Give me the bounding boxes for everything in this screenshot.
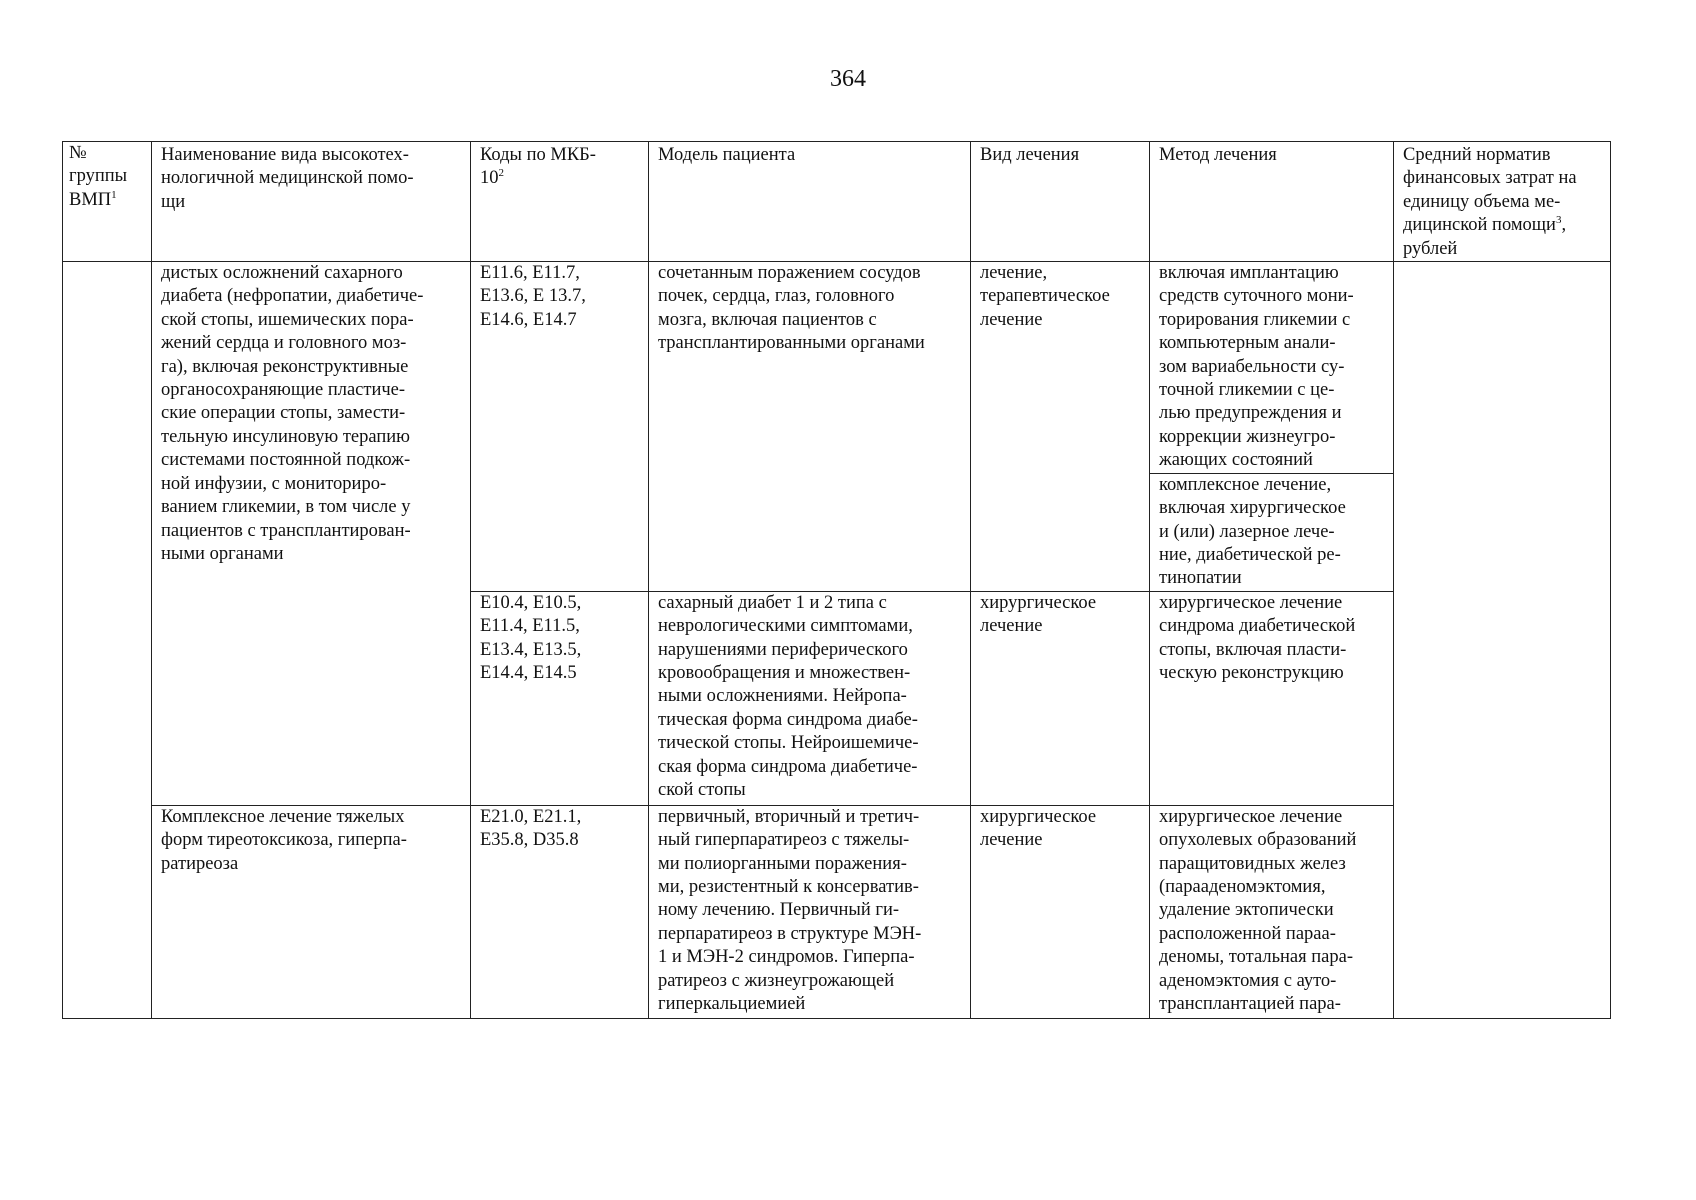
- page-number: 364: [830, 66, 866, 92]
- cost-cell: [1394, 262, 1611, 1019]
- codes-cell: E11.6, E11.7, E13.6, E 13.7, E14.6, E14.7: [471, 262, 649, 592]
- method-cell: хирургическое лечение синдрома диабетической стопы, включая пласти- ческую реконструкцию: [1150, 591, 1394, 805]
- codes-cell: E10.4, E10.5, E11.4, E11.5, E13.4, E13.5, E14.4, E14.5: [471, 591, 649, 805]
- header-codes: Коды по МКБ- $10^2$: [471, 142, 649, 262]
- header-name: Наименование вида высокотех- нологичной медицинской помо- щи: [152, 142, 471, 262]
- group-number-cell: [63, 262, 152, 1019]
- table-header-row: [63, 142, 1611, 262]
- method-cell: хирургическое лечение опухолевых образований паращитовидных желез (парааденомэктомия, удаление эктопически расположенной параа- деномы, тотальная пара- аденомэктомия с ауто- трансплантацией пара-: [1150, 805, 1394, 1018]
- header-method: Метод лечения: [1150, 142, 1394, 262]
- method-cell: комплексное лечение, включая хирургическое и (или) лазерное лече- ние, диабетической ре- тинопатии: [1150, 473, 1394, 591]
- name-cell: Комплексное лечение тяжелых форм тиреотоксикоза, гиперпа- ратиреоза: [152, 805, 471, 1018]
- table-row: [63, 262, 1611, 474]
- header-group-number: № группы ВМП$^1$: [63, 142, 152, 262]
- treatment-type-cell: лечение, терапевтическое лечение: [971, 262, 1150, 592]
- treatment-table: [62, 141, 1611, 1019]
- treatment-type-cell: хирургическое лечение: [971, 591, 1150, 805]
- model-cell: сочетанным поражением сосудов почек, сердца, глаз, головного мозга, включая пациентов с трансплантированными органами: [649, 262, 971, 592]
- table-row: [63, 805, 1611, 1018]
- name-cell: дистых осложнений сахарного диабета (нефропатии, диабетиче- ской стопы, ишемических пора- жений сердца и головного моз- га), включая реконструктивные органосохраняющие пластиче- ские операции стопы, замести- тельную инсулиновую терапию системами постоянной подкож- ной инфузии, с мониториро- ванием гликемии, в том числе у пациентов с трансплантирован- ными органами: [152, 262, 471, 806]
- treatment-type-cell: хирургическое лечение: [971, 805, 1150, 1018]
- model-cell: первичный, вторичный и третич- ный гиперпаратиреоз с тяжелы- ми полиорганными поражения- ми, резистентный к консерватив- ному лечению. Первичный ги- перпаратиреоз в структуре МЭН- 1 и МЭН-2 синдромов. Гиперпа- ратиреоз с жизнеугрожающей гиперкальциемией: [649, 805, 971, 1018]
- header-cost: Средний норматив финансовых затрат на единицу объема ме- дицинской помощи$^3$, рублей: [1394, 142, 1611, 262]
- header-treatment-type: Вид лечения: [971, 142, 1150, 262]
- codes-cell: E21.0, E21.1, E35.8, D35.8: [471, 805, 649, 1018]
- header-model: Модель пациента: [649, 142, 971, 262]
- model-cell: сахарный диабет 1 и 2 типа с неврологическими симптомами, нарушениями периферического кровообращения и множествен- ными осложнениями. Нейропа- тическая форма синдрома диабе- тической стопы. Нейроишемиче- ская форма синдрома диабетиче- ской стопы: [649, 591, 971, 805]
- method-cell: включая имплантацию средств суточного мони- торирования гликемии с компьютерным анали- зом вариабельности су- точной гликемии с це- лью предупреждения и коррекции жизнеугро- жающих состояний: [1150, 262, 1394, 474]
